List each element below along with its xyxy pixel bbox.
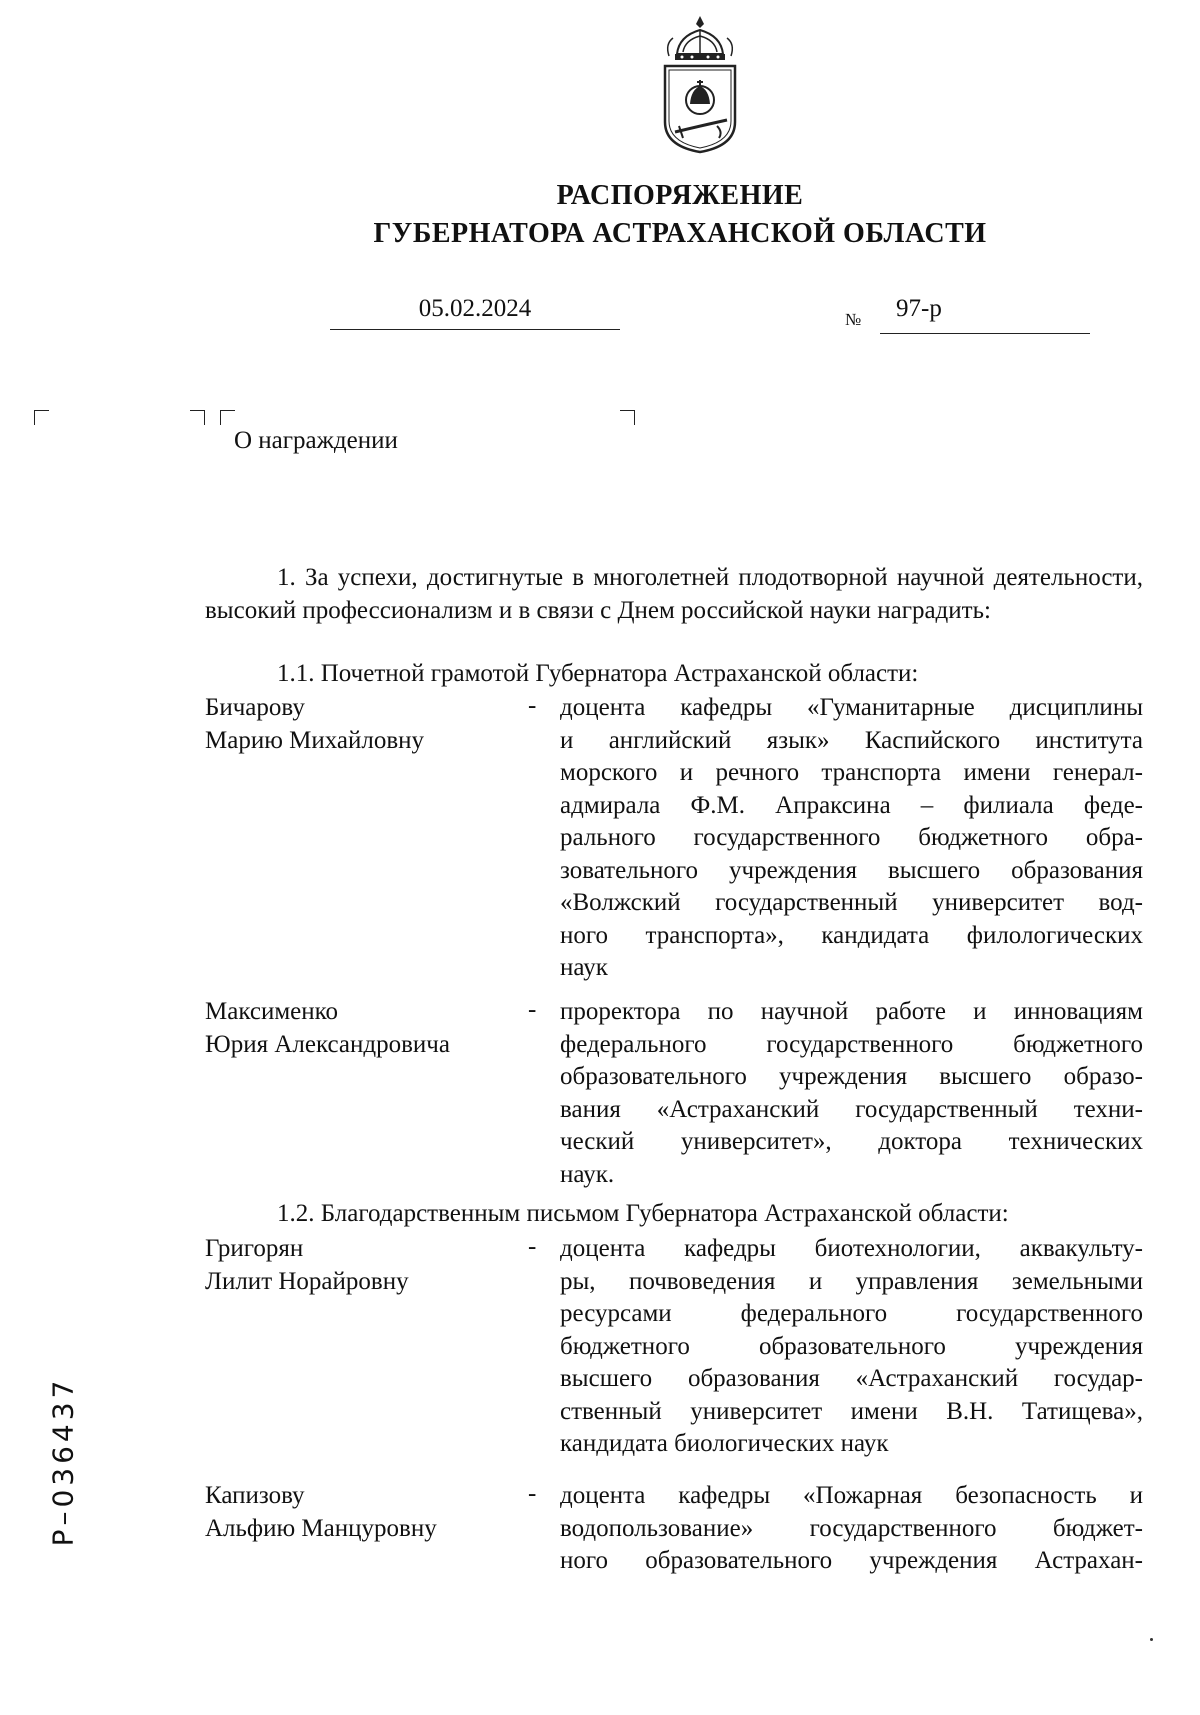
document-date: 05.02.2024: [418, 295, 532, 322]
description-line: доцента кафедры биотехнологии, аквакульту-: [560, 1235, 1143, 1262]
description-line: ры, почвоведения и управления земельными: [560, 1267, 1143, 1295]
awardee-name: [205, 1480, 525, 1545]
awardee-surname: Бичарову: [205, 694, 305, 721]
date-underline: [330, 329, 620, 330]
description-line: ного образовательного учреждения Астрахан-: [560, 1547, 1143, 1574]
description-line: наук: [560, 954, 608, 981]
margin-corner-mark: [34, 410, 49, 425]
coat-of-arms-emblem: [655, 14, 745, 154]
document-number: 97-р: [896, 295, 942, 322]
order-paragraph-1: 1. За успехи, достигнутые в многолетней плодотворной научной деятельности, высокий профессионализм и в связи с Днем российской науки наградить:: [205, 564, 1143, 624]
description-line: бюджетного образовательного учреждения: [560, 1332, 1143, 1360]
description-line: наук.: [560, 1160, 615, 1188]
section-1-1-heading: 1.1. Почетной грамотой Губернатора Астраханской области:: [277, 660, 919, 687]
description-line: ственный университет имени В.Н. Татищева»,: [560, 1397, 1143, 1425]
subject-corner-mark-right: [620, 410, 635, 425]
dash-separator: -: [528, 996, 537, 1023]
awardee-surname: Капизову: [205, 1482, 305, 1509]
description-line: адмирала Ф.М. Апраксина – филиала феде-: [560, 791, 1143, 819]
awardee-given-name: Лилит Норайровну: [205, 1267, 409, 1295]
awardee-surname: Максименко: [205, 998, 338, 1025]
number-sign: №: [845, 310, 862, 329]
dash-separator: -: [528, 1480, 537, 1507]
description-line: доцента кафедры «Гуманитарные дисциплины: [560, 694, 1143, 721]
description-line: образовательного учреждения высшего образо-: [560, 1063, 1143, 1090]
description-line: морского и речного транспорта имени генерал-: [560, 759, 1143, 786]
awardee-surname: Григорян: [205, 1235, 304, 1262]
description-line: ного транспорта», кандидата филологических: [560, 921, 1143, 949]
awardee-description: [560, 1480, 1143, 1578]
description-line: федерального государственного бюджетного: [560, 1030, 1143, 1058]
description-line: ресурсами федерального государственного: [560, 1300, 1143, 1327]
subject-corner-mark-left-a: [190, 410, 205, 425]
awardee-description: [560, 692, 1143, 985]
description-line: рального государственного бюджетного обра-: [560, 824, 1143, 851]
dash-separator: -: [528, 1233, 537, 1260]
description-line: ческий университет», доктора технических: [560, 1128, 1143, 1155]
document-subject: О награждении: [234, 427, 398, 454]
description-line: и английский язык» Каспийского института: [560, 726, 1143, 754]
description-line: зовательного учреждения высшего образования: [560, 856, 1143, 884]
issuer-title: ГУБЕРНАТОРА АСТРАХАНСКОЙ ОБЛАСТИ: [373, 218, 987, 249]
document-type-title: РАСПОРЯЖЕНИЕ: [556, 180, 804, 211]
description-line: «Волжский государственный университет вод-: [560, 889, 1143, 916]
awardee-given-name: Альфию Манцуровну: [205, 1514, 437, 1542]
description-line: кандидата биологических наук: [560, 1430, 889, 1457]
description-line: вания «Астраханский государственный техни-: [560, 1095, 1143, 1123]
awardee-name: [205, 692, 525, 757]
awardee-given-name: Марию Михайловну: [205, 726, 425, 754]
awardee-description: [560, 996, 1143, 1191]
description-line: проректора по научной работе и инновациям: [560, 998, 1143, 1025]
subject-corner-mark-left-b: [220, 410, 235, 425]
description-line: высшего образования «Астраханский государ-: [560, 1365, 1143, 1392]
awardee-description: [560, 1233, 1143, 1461]
awardee-name: [205, 996, 525, 1061]
awardee-name: [205, 1233, 525, 1298]
description-line: водопользование» государственного бюджет-: [560, 1514, 1143, 1542]
dash-separator: -: [528, 692, 537, 719]
awardee-given-name: Юрия Александровича: [205, 1030, 450, 1058]
scan-speck: [1150, 1638, 1153, 1641]
section-1-2-heading: 1.2. Благодарственным письмом Губернатора Астраханской области:: [277, 1200, 1009, 1227]
form-serial-number: [18, 1365, 108, 1555]
serial-number-text: Р–036437: [46, 1376, 80, 1547]
description-line: доцента кафедры «Пожарная безопасность и: [560, 1482, 1143, 1509]
number-underline: [880, 333, 1090, 334]
